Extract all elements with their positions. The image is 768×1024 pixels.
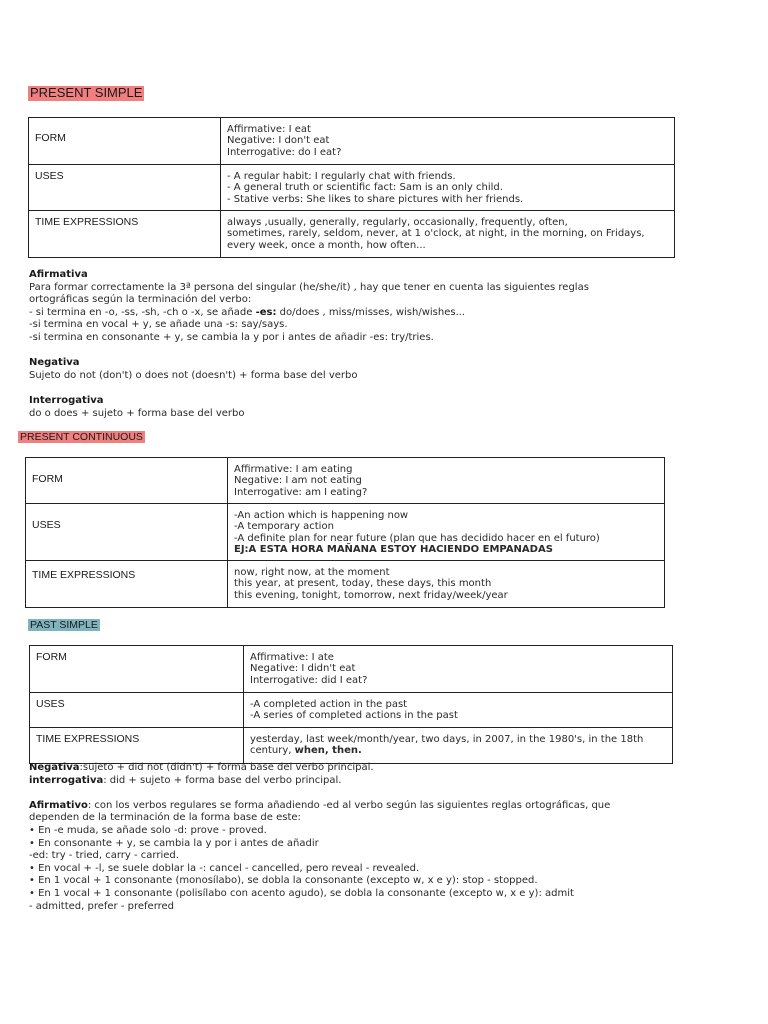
bullet-item: • En consonante + y, se cambia la y por i antes de añadir: [29, 837, 319, 849]
row-label: USES: [29, 165, 221, 211]
negativa-line: Negativa:sujeto + did not (didn't) + forma base del verbo principal.: [29, 762, 374, 773]
table-row: [29, 118, 675, 165]
row-content: [228, 504, 665, 561]
time-expr-line: this evening, tonight, tomorrow, next friday/week/year: [234, 589, 508, 601]
afirmativa-line: ortográficas según la terminación del verbo:: [29, 294, 252, 306]
afirmativo-line-2: dependen de la terminación de la forma base de este:: [29, 812, 301, 824]
row-label: FORM: [29, 118, 221, 165]
form-negative: Negative: I don't eat: [227, 135, 330, 147]
form-affirmative: Affirmative: I am eating: [234, 464, 353, 475]
time-expr-line: this year, at present, today, these days, this month: [234, 578, 492, 590]
form-negative: Negative: I didn't eat: [250, 663, 356, 675]
past-simple-heading: PAST SIMPLE: [30, 619, 98, 631]
use-line: - A general truth or scientific fact: Sam is an only child.: [227, 182, 503, 194]
row-content: [244, 693, 673, 728]
form-affirmative: Affirmative: I ate: [250, 652, 334, 663]
form-interrogative: Interrogative: do I eat?: [227, 146, 342, 158]
use-line: - A regular habit: I regularly chat with friends.: [227, 171, 456, 182]
form-affirmative: Affirmative: I eat: [227, 124, 311, 135]
table-row: [26, 561, 665, 608]
row-content: [228, 458, 665, 504]
time-expr-line: every week, once a month, how often...: [227, 239, 426, 251]
time-expr-line: now, right now, at the moment: [234, 567, 390, 578]
row-label: TIME EXPRESSIONS: [26, 561, 228, 608]
row-content: [244, 646, 673, 693]
present-continuous-heading: PRESENT CONTINUOUS: [20, 431, 143, 443]
table-row: [29, 165, 675, 211]
afirmativa-line: Para formar correctamente la 3ª persona del singular (he/she/it) , hay que tener en cuenta las siguientes reglas: [29, 281, 589, 293]
interrogativa-text: do o does + sujeto + forma base del verbo: [29, 407, 245, 419]
row-content: [221, 118, 675, 165]
use-line: - Stative verbs: She likes to share pictures with her friends.: [227, 193, 524, 205]
bullet-item: -ed: try - tried, carry - carried.: [29, 850, 179, 862]
past-simple-notes: [29, 762, 610, 913]
row-label: USES: [26, 504, 228, 561]
bullet-item: • En 1 vocal + 1 consonante (polisílabo con acento agudo), se dobla la consonante (excepto w, x e y): admit: [29, 887, 574, 899]
row-content: [221, 211, 675, 258]
table-row: [30, 693, 673, 728]
row-label: TIME EXPRESSIONS: [29, 211, 221, 258]
rule-2: -si termina en vocal + y, se añade una -s: say/says.: [29, 319, 288, 331]
table-row: [26, 458, 665, 504]
row-label: TIME EXPRESSIONS: [30, 728, 244, 764]
present-simple-heading: PRESENT SIMPLE: [30, 85, 143, 100]
table-row: [30, 728, 673, 764]
row-label: FORM: [30, 646, 244, 693]
use-line: -A completed action in the past: [250, 699, 408, 710]
afirmativa-title: Afirmativa: [29, 269, 88, 280]
use-line: -A series of completed actions in the past: [250, 710, 458, 722]
form-interrogative: Interrogative: did I eat?: [250, 674, 368, 686]
row-content: [228, 561, 665, 608]
row-label: USES: [30, 693, 244, 728]
past-simple-table: [29, 645, 673, 764]
use-line: -A definite plan for near future (plan que has decidido hacer en el futuro): [234, 532, 600, 544]
time-expr-line: always ,usually, generally, regularly, occasionally, frequently, often,: [227, 217, 568, 228]
afirmativo-line: Afirmativo: con los verbos regulares se forma añadiendo -ed al verbo según las siguientes reglas ortográficas, que: [29, 799, 611, 811]
interrogativa-title: Interrogativa: [29, 394, 104, 406]
row-label: FORM: [26, 458, 228, 504]
form-interrogative: Interrogative: am I eating?: [234, 486, 368, 498]
present-continuous-table: [25, 457, 665, 608]
example-line: EJ:A ESTA HORA MAÑANA ESTOY HACIENDO EMPANADAS: [234, 543, 553, 555]
interrogativa-line: interrogativa: did + sujeto + forma base del verbo principal.: [29, 774, 342, 786]
bullet-item: • En vocal + -l, se suele doblar la -: cancel - cancelled, pero reveal - revealed.: [29, 862, 420, 874]
form-negative: Negative: I am not eating: [234, 475, 362, 487]
time-expr-line: century, when, then.: [250, 745, 362, 757]
rule-1: - si termina en -o, -ss, -sh, -ch o -x, se añade -es: do/does , miss/misses, wish/wishes...: [29, 306, 466, 318]
row-content: [244, 728, 673, 764]
negativa-title: Negativa: [29, 357, 80, 369]
negativa-text: Sujeto do not (don't) o does not (doesn't) + forma base del verbo: [29, 369, 358, 381]
use-line: -A temporary action: [234, 521, 334, 533]
table-row: [30, 646, 673, 693]
rule-3: -si termina en consonante + y, se cambia la y por i antes de añadir -es: try/tries.: [29, 331, 434, 343]
present-simple-table: [28, 117, 675, 258]
table-row: [29, 211, 675, 258]
use-line: -An action which is happening now: [234, 510, 409, 521]
table-row: [26, 504, 665, 561]
bullet-item: • En 1 vocal + 1 consonante (monosílabo), se dobla la consonante (excepto w, x e y): stop - stopped.: [29, 875, 538, 887]
bullet-item: - admitted, prefer - preferred: [29, 900, 175, 912]
row-content: [221, 165, 675, 211]
time-expr-line: sometimes, rarely, seldom, never, at 1 o'clock, at night, in the morning, on Fridays,: [227, 228, 645, 240]
present-simple-notes: [29, 269, 589, 420]
bullet-item: • En -e muda, se añade solo -d: prove - proved.: [29, 824, 267, 836]
time-expr-line: yesterday, last week/month/year, two days, in 2007, in the 1980's, in the 18th: [250, 734, 644, 745]
